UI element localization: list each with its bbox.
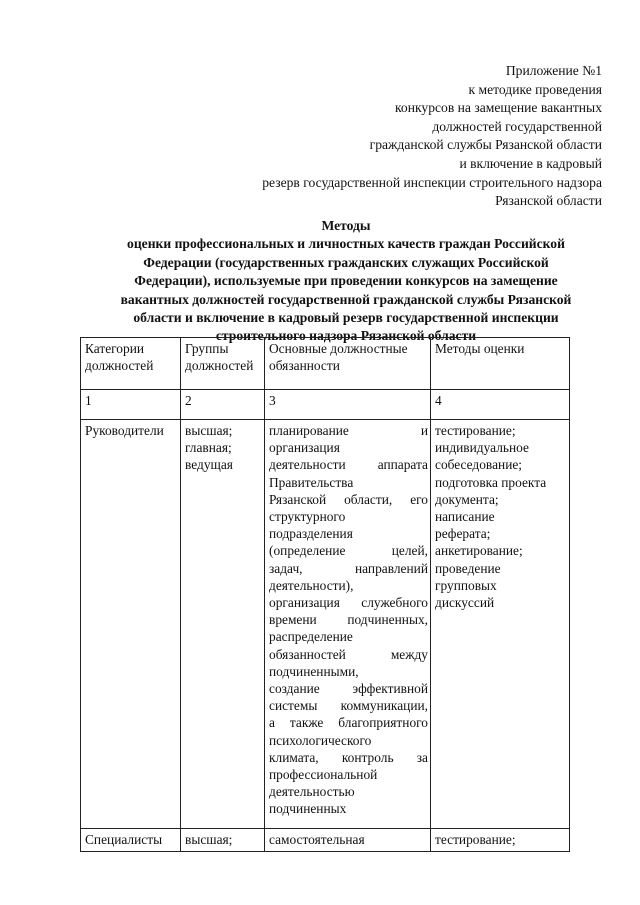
appendix-line: конкурсов на замещение вакантных [395,100,602,116]
duty-line: распределение [269,629,353,645]
groups-cell [181,829,265,852]
duty-line: системы коммуникации, [269,698,428,714]
header-line: должностей [85,358,154,374]
group-line: высшая; [185,423,233,438]
category-cell: Специалисты [81,829,181,852]
column-number: 4 [431,390,570,420]
duty-line: планирование и [269,423,428,438]
group-line: высшая; [185,832,233,847]
method-line: анкетирование; [435,543,523,559]
header-line: Основные должностные [269,341,408,356]
header-cell-methods [431,338,570,390]
appendix-line: Рязанской области [495,193,602,209]
appendix-line: Приложение №1 [505,63,602,78]
table-row [81,829,570,852]
duties-cell [265,829,431,852]
document-title [60,217,632,346]
appendix-line: и включение в кадровый [459,155,602,171]
method-line: групповых [435,577,497,593]
duty-line: психологического [269,732,372,748]
duty-line: создание эффективной [269,681,428,697]
appendix-line: резерв государственной инспекции строительного надзора [262,174,602,190]
appendix-line: гражданской службы Рязанской области [369,137,602,153]
header-line: Категории [85,341,145,356]
method-line: тестирование; [435,832,516,847]
method-line: дискуссий [435,595,495,611]
duty-line: деятельностью [269,784,355,800]
method-line: индивидуальное [435,440,529,456]
methods-cell [431,420,570,829]
duty-line: задач, направлений [269,560,428,576]
table-number-row [81,390,570,420]
column-number: 1 [81,390,181,420]
duty-line: (определение целей, [269,543,428,559]
duty-line: подчиненных [269,801,347,817]
duty-line: самостоятельная [269,832,365,847]
column-number: 2 [181,390,265,420]
title-line: вакантных должностей государственной гражданской службы Рязанской [120,291,572,307]
method-line: тестирование; [435,423,516,438]
duty-line: деятельности аппарата [269,457,428,473]
methods-cell [431,829,570,852]
category-cell: Руководители [81,420,181,829]
group-line: главная; [185,440,232,456]
title-line: оценки профессиональных и личностных качеств граждан Российской [127,236,565,252]
duties-cell [265,420,431,829]
title-line: строительного надзора Рязанской области [215,328,477,344]
header-line: обязанности [269,358,340,374]
methods-table [80,337,570,852]
group-line: ведущая [185,457,233,473]
table-header-row [81,338,570,390]
duty-line: организация служебного [269,595,428,611]
duty-line: подчиненными, [269,663,359,679]
method-line: реферата; [435,526,491,542]
appendix-line: должностей государственной [432,118,602,134]
duty-line: подразделения [269,526,353,542]
method-line: написание [435,509,495,525]
method-line: собеседование; [435,457,523,473]
duty-line: Правительства [269,474,354,490]
header-cell-category [81,338,181,390]
duty-line: структурного [269,509,346,525]
duty-line: времени подчиненных, [269,612,428,628]
title-line: Федерации (государственных гражданских служащих Российской [143,254,549,270]
duty-line: профессиональной [269,767,378,783]
method-line: подготовка проекта [435,474,547,490]
header-cell-duties [265,338,431,390]
duty-line: Рязанской области, его [269,491,428,507]
groups-cell [181,420,265,829]
duty-line: обязанностей между [269,646,428,662]
duty-line: климата, контроль за [269,749,428,765]
header-cell-groups [181,338,265,390]
column-number: 3 [265,390,431,420]
header-line: Методы оценки [435,341,525,356]
appendix-line: к методике проведения [468,81,602,97]
title-line: Федерации), используемые при проведении конкурсов на замещение [134,273,558,289]
header-line: должностей [185,358,254,374]
method-line: документа; [435,491,499,507]
method-line: проведение [435,560,501,576]
title-line: Методы [321,218,371,233]
header-line: Группы [185,341,229,356]
title-line: области и включение в кадровый резерв государственной инспекции [133,310,559,326]
duty-line: а также благоприятного [269,715,428,731]
table-row [81,420,570,829]
duty-line: организация [269,440,340,456]
appendix-note [182,62,602,211]
duty-line: деятельности), [269,577,354,593]
